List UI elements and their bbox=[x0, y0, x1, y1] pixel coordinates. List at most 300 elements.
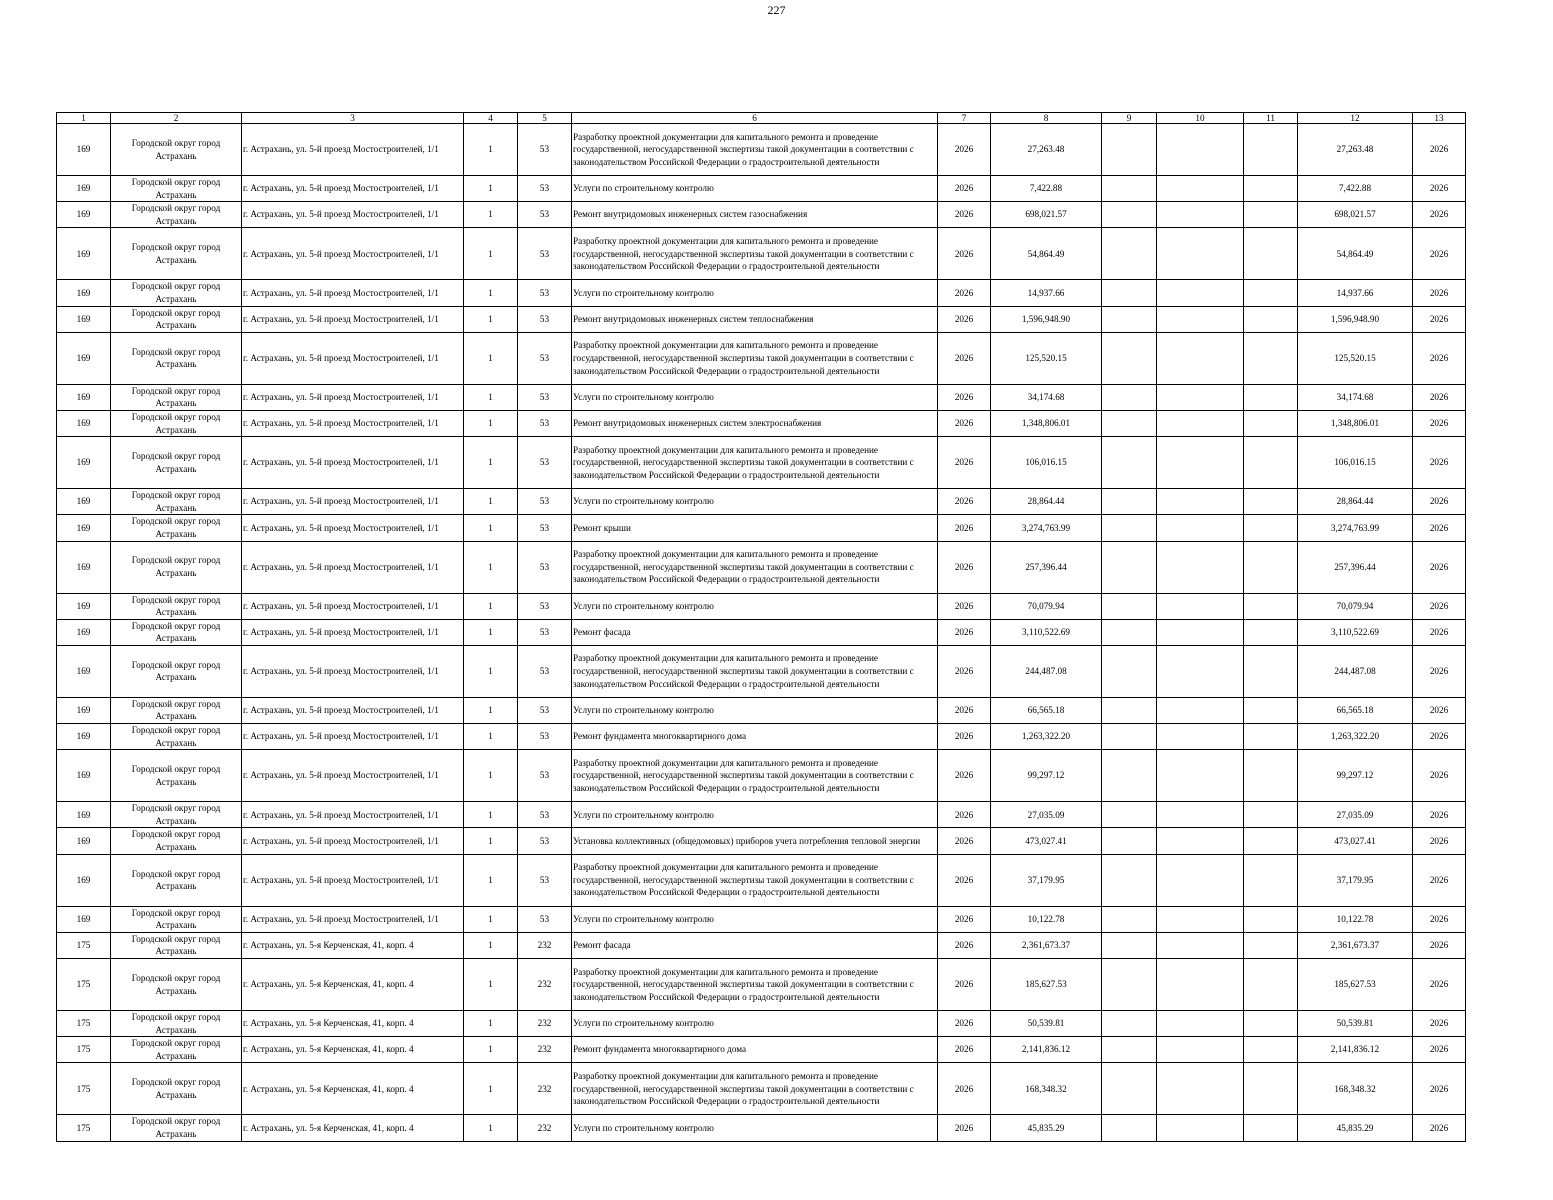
completion-year-cell: 2026 bbox=[1413, 437, 1466, 489]
building-id-cell: 53 bbox=[518, 489, 572, 515]
cost-col-11-cell bbox=[1244, 593, 1298, 619]
address-cell: г. Астрахань, ул. 5-й проезд Мостостроителей, 1/1 bbox=[242, 306, 464, 332]
address-cell: г. Астрахань, ул. 5-й проезд Мостостроителей, 1/1 bbox=[242, 384, 464, 410]
municipality-cell: Городской округ город Астрахань bbox=[111, 541, 242, 593]
entrance-count-cell: 1 bbox=[464, 906, 518, 932]
address-cell: г. Астрахань, ул. 5-й проезд Мостостроителей, 1/1 bbox=[242, 489, 464, 515]
fund-cost-cell: 70,079.94 bbox=[1298, 593, 1413, 619]
total-cost-cell: 54,864.49 bbox=[991, 228, 1102, 280]
entrance-count-cell: 1 bbox=[464, 124, 518, 176]
cost-col-9-cell bbox=[1102, 959, 1157, 1011]
fund-cost-cell: 27,035.09 bbox=[1298, 802, 1413, 828]
cost-col-11-cell bbox=[1244, 489, 1298, 515]
cost-col-9-cell bbox=[1102, 697, 1157, 723]
record-number-cell: 175 bbox=[57, 1011, 111, 1037]
work-type-cell: Разработку проектной документации для капитального ремонта и проведение государственной, негосударственной экспертизы такой документации в соответствии с законодательством Российской Федерации о градостроительной деятельности bbox=[572, 750, 938, 802]
start-year-cell: 2026 bbox=[938, 489, 991, 515]
fund-cost-cell: 1,263,322.20 bbox=[1298, 724, 1413, 750]
completion-year-cell: 2026 bbox=[1413, 593, 1466, 619]
entrance-count-cell: 1 bbox=[464, 828, 518, 854]
cost-col-9-cell bbox=[1102, 1011, 1157, 1037]
building-id-cell: 53 bbox=[518, 854, 572, 906]
municipality-cell: Городской округ город Астрахань bbox=[111, 489, 242, 515]
fund-cost-cell: 45,835.29 bbox=[1298, 1115, 1413, 1141]
record-number-cell: 169 bbox=[57, 332, 111, 384]
cost-col-11-cell bbox=[1244, 802, 1298, 828]
cost-col-10-cell bbox=[1157, 202, 1244, 228]
building-id-cell: 53 bbox=[518, 306, 572, 332]
entrance-count-cell: 1 bbox=[464, 176, 518, 202]
cost-col-10-cell bbox=[1157, 515, 1244, 541]
cost-col-9-cell bbox=[1102, 384, 1157, 410]
cost-col-11-cell bbox=[1244, 724, 1298, 750]
fund-cost-cell: 66,565.18 bbox=[1298, 697, 1413, 723]
work-type-cell: Услуги по строительному контролю bbox=[572, 489, 938, 515]
building-id-cell: 53 bbox=[518, 176, 572, 202]
municipality-cell: Городской округ город Астрахань bbox=[111, 410, 242, 436]
cost-col-9-cell bbox=[1102, 124, 1157, 176]
municipality-cell: Городской округ город Астрахань bbox=[111, 228, 242, 280]
municipality-cell: Городской округ город Астрахань bbox=[111, 593, 242, 619]
municipality-cell: Городской округ город Астрахань bbox=[111, 437, 242, 489]
address-cell: г. Астрахань, ул. 5-й проезд Мостостроителей, 1/1 bbox=[242, 541, 464, 593]
table-row bbox=[57, 202, 1466, 228]
entrance-count-cell: 1 bbox=[464, 228, 518, 280]
record-number-cell: 169 bbox=[57, 280, 111, 306]
address-cell: г. Астрахань, ул. 5-й проезд Мостостроителей, 1/1 bbox=[242, 724, 464, 750]
start-year-cell: 2026 bbox=[938, 724, 991, 750]
cost-col-10-cell bbox=[1157, 645, 1244, 697]
table-row bbox=[57, 854, 1466, 906]
table-row bbox=[57, 384, 1466, 410]
start-year-cell: 2026 bbox=[938, 959, 991, 1011]
table-row bbox=[57, 410, 1466, 436]
start-year-cell: 2026 bbox=[938, 593, 991, 619]
cost-col-10-cell bbox=[1157, 750, 1244, 802]
total-cost-cell: 1,348,806.01 bbox=[991, 410, 1102, 436]
cost-col-11-cell bbox=[1244, 619, 1298, 645]
cost-col-11-cell bbox=[1244, 932, 1298, 958]
total-cost-cell: 2,141,836.12 bbox=[991, 1037, 1102, 1063]
cost-col-11-cell bbox=[1244, 697, 1298, 723]
address-cell: г. Астрахань, ул. 5-я Керченская, 41, корп. 4 bbox=[242, 1011, 464, 1037]
work-type-cell: Ремонт внутридомовых инженерных систем электроснабжения bbox=[572, 410, 938, 436]
table-row bbox=[57, 124, 1466, 176]
total-cost-cell: 37,179.95 bbox=[991, 854, 1102, 906]
fund-cost-cell: 1,348,806.01 bbox=[1298, 410, 1413, 436]
completion-year-cell: 2026 bbox=[1413, 384, 1466, 410]
completion-year-cell: 2026 bbox=[1413, 697, 1466, 723]
record-number-cell: 169 bbox=[57, 124, 111, 176]
completion-year-cell: 2026 bbox=[1413, 854, 1466, 906]
entrance-count-cell: 1 bbox=[464, 932, 518, 958]
work-type-cell: Ремонт внутридомовых инженерных систем газоснабжения bbox=[572, 202, 938, 228]
fund-cost-cell: 34,174.68 bbox=[1298, 384, 1413, 410]
address-cell: г. Астрахань, ул. 5-й проезд Мостостроителей, 1/1 bbox=[242, 410, 464, 436]
fund-cost-cell: 10,122.78 bbox=[1298, 906, 1413, 932]
start-year-cell: 2026 bbox=[938, 932, 991, 958]
fund-cost-cell: 698,021.57 bbox=[1298, 202, 1413, 228]
column-header: 11 bbox=[1244, 113, 1298, 124]
work-type-cell: Разработку проектной документации для капитального ремонта и проведение государственной, негосударственной экспертизы такой документации в соответствии с законодательством Российской Федерации о градостроительной деятельности bbox=[572, 437, 938, 489]
record-number-cell: 175 bbox=[57, 1063, 111, 1115]
column-header: 2 bbox=[111, 113, 242, 124]
capital-repair-table bbox=[56, 112, 1466, 1142]
column-header: 7 bbox=[938, 113, 991, 124]
cost-col-10-cell bbox=[1157, 906, 1244, 932]
cost-col-10-cell bbox=[1157, 854, 1244, 906]
total-cost-cell: 99,297.12 bbox=[991, 750, 1102, 802]
building-id-cell: 53 bbox=[518, 906, 572, 932]
municipality-cell: Городской округ город Астрахань bbox=[111, 1011, 242, 1037]
fund-cost-cell: 14,937.66 bbox=[1298, 280, 1413, 306]
municipality-cell: Городской округ город Астрахань bbox=[111, 384, 242, 410]
table-row bbox=[57, 1037, 1466, 1063]
entrance-count-cell: 1 bbox=[464, 724, 518, 750]
entrance-count-cell: 1 bbox=[464, 619, 518, 645]
building-id-cell: 53 bbox=[518, 384, 572, 410]
total-cost-cell: 34,174.68 bbox=[991, 384, 1102, 410]
completion-year-cell: 2026 bbox=[1413, 124, 1466, 176]
total-cost-cell: 10,122.78 bbox=[991, 906, 1102, 932]
entrance-count-cell: 1 bbox=[464, 854, 518, 906]
cost-col-11-cell bbox=[1244, 1011, 1298, 1037]
municipality-cell: Городской округ город Астрахань bbox=[111, 750, 242, 802]
address-cell: г. Астрахань, ул. 5-я Керченская, 41, корп. 4 bbox=[242, 1115, 464, 1141]
record-number-cell: 169 bbox=[57, 306, 111, 332]
total-cost-cell: 244,487.08 bbox=[991, 645, 1102, 697]
record-number-cell: 169 bbox=[57, 697, 111, 723]
table-row bbox=[57, 828, 1466, 854]
completion-year-cell: 2026 bbox=[1413, 541, 1466, 593]
entrance-count-cell: 1 bbox=[464, 384, 518, 410]
start-year-cell: 2026 bbox=[938, 410, 991, 436]
total-cost-cell: 698,021.57 bbox=[991, 202, 1102, 228]
cost-col-10-cell bbox=[1157, 489, 1244, 515]
total-cost-cell: 257,396.44 bbox=[991, 541, 1102, 593]
address-cell: г. Астрахань, ул. 5-й проезд Мостостроителей, 1/1 bbox=[242, 619, 464, 645]
table-row bbox=[57, 332, 1466, 384]
record-number-cell: 169 bbox=[57, 384, 111, 410]
work-type-cell: Услуги по строительному контролю bbox=[572, 1011, 938, 1037]
cost-col-9-cell bbox=[1102, 750, 1157, 802]
municipality-cell: Городской округ город Астрахань bbox=[111, 202, 242, 228]
address-cell: г. Астрахань, ул. 5-й проезд Мостостроителей, 1/1 bbox=[242, 854, 464, 906]
cost-col-11-cell bbox=[1244, 1115, 1298, 1141]
start-year-cell: 2026 bbox=[938, 750, 991, 802]
cost-col-11-cell bbox=[1244, 280, 1298, 306]
total-cost-cell: 168,348.32 bbox=[991, 1063, 1102, 1115]
cost-col-11-cell bbox=[1244, 410, 1298, 436]
record-number-cell: 169 bbox=[57, 854, 111, 906]
entrance-count-cell: 1 bbox=[464, 489, 518, 515]
record-number-cell: 169 bbox=[57, 410, 111, 436]
table-row bbox=[57, 1011, 1466, 1037]
fund-cost-cell: 3,274,763.99 bbox=[1298, 515, 1413, 541]
total-cost-cell: 66,565.18 bbox=[991, 697, 1102, 723]
record-number-cell: 169 bbox=[57, 750, 111, 802]
work-type-cell: Услуги по строительному контролю bbox=[572, 906, 938, 932]
address-cell: г. Астрахань, ул. 5-й проезд Мостостроителей, 1/1 bbox=[242, 437, 464, 489]
cost-col-10-cell bbox=[1157, 959, 1244, 1011]
table-row bbox=[57, 489, 1466, 515]
fund-cost-cell: 54,864.49 bbox=[1298, 228, 1413, 280]
total-cost-cell: 14,937.66 bbox=[991, 280, 1102, 306]
cost-col-11-cell bbox=[1244, 332, 1298, 384]
building-id-cell: 53 bbox=[518, 645, 572, 697]
municipality-cell: Городской округ город Астрахань bbox=[111, 176, 242, 202]
start-year-cell: 2026 bbox=[938, 437, 991, 489]
cost-col-10-cell bbox=[1157, 697, 1244, 723]
record-number-cell: 169 bbox=[57, 541, 111, 593]
completion-year-cell: 2026 bbox=[1413, 645, 1466, 697]
fund-cost-cell: 168,348.32 bbox=[1298, 1063, 1413, 1115]
column-header: 8 bbox=[991, 113, 1102, 124]
cost-col-10-cell bbox=[1157, 1063, 1244, 1115]
table-row bbox=[57, 750, 1466, 802]
completion-year-cell: 2026 bbox=[1413, 1115, 1466, 1141]
municipality-cell: Городской округ город Астрахань bbox=[111, 1063, 242, 1115]
cost-col-9-cell bbox=[1102, 906, 1157, 932]
column-header: 5 bbox=[518, 113, 572, 124]
completion-year-cell: 2026 bbox=[1413, 828, 1466, 854]
building-id-cell: 53 bbox=[518, 724, 572, 750]
cost-col-10-cell bbox=[1157, 619, 1244, 645]
work-type-cell: Услуги по строительному контролю bbox=[572, 593, 938, 619]
cost-col-10-cell bbox=[1157, 228, 1244, 280]
entrance-count-cell: 1 bbox=[464, 280, 518, 306]
address-cell: г. Астрахань, ул. 5-й проезд Мостостроителей, 1/1 bbox=[242, 228, 464, 280]
cost-col-10-cell bbox=[1157, 176, 1244, 202]
column-header: 9 bbox=[1102, 113, 1157, 124]
address-cell: г. Астрахань, ул. 5-й проезд Мостостроителей, 1/1 bbox=[242, 202, 464, 228]
record-number-cell: 169 bbox=[57, 515, 111, 541]
entrance-count-cell: 1 bbox=[464, 959, 518, 1011]
record-number-cell: 169 bbox=[57, 619, 111, 645]
work-type-cell: Разработку проектной документации для капитального ремонта и проведение государственной, негосударственной экспертизы такой документации в соответствии с законодательством Российской Федерации о градостроительной деятельности bbox=[572, 332, 938, 384]
start-year-cell: 2026 bbox=[938, 332, 991, 384]
work-type-cell: Ремонт фасада bbox=[572, 932, 938, 958]
fund-cost-cell: 28,864.44 bbox=[1298, 489, 1413, 515]
cost-col-10-cell bbox=[1157, 332, 1244, 384]
fund-cost-cell: 99,297.12 bbox=[1298, 750, 1413, 802]
total-cost-cell: 473,027.41 bbox=[991, 828, 1102, 854]
work-type-cell: Ремонт фасада bbox=[572, 619, 938, 645]
table-body bbox=[57, 124, 1466, 1142]
municipality-cell: Городской округ город Астрахань bbox=[111, 697, 242, 723]
table-row bbox=[57, 932, 1466, 958]
completion-year-cell: 2026 bbox=[1413, 306, 1466, 332]
address-cell: г. Астрахань, ул. 5-й проезд Мостостроителей, 1/1 bbox=[242, 332, 464, 384]
table-row bbox=[57, 541, 1466, 593]
building-id-cell: 53 bbox=[518, 515, 572, 541]
cost-col-9-cell bbox=[1102, 176, 1157, 202]
fund-cost-cell: 2,141,836.12 bbox=[1298, 1037, 1413, 1063]
completion-year-cell: 2026 bbox=[1413, 410, 1466, 436]
completion-year-cell: 2026 bbox=[1413, 489, 1466, 515]
cost-col-10-cell bbox=[1157, 1011, 1244, 1037]
cost-col-11-cell bbox=[1244, 750, 1298, 802]
total-cost-cell: 45,835.29 bbox=[991, 1115, 1102, 1141]
cost-col-9-cell bbox=[1102, 932, 1157, 958]
entrance-count-cell: 1 bbox=[464, 1115, 518, 1141]
cost-col-9-cell bbox=[1102, 645, 1157, 697]
cost-col-9-cell bbox=[1102, 306, 1157, 332]
building-id-cell: 53 bbox=[518, 593, 572, 619]
total-cost-cell: 27,035.09 bbox=[991, 802, 1102, 828]
municipality-cell: Городской округ город Астрахань bbox=[111, 619, 242, 645]
start-year-cell: 2026 bbox=[938, 1011, 991, 1037]
table-row bbox=[57, 176, 1466, 202]
cost-col-10-cell bbox=[1157, 724, 1244, 750]
completion-year-cell: 2026 bbox=[1413, 515, 1466, 541]
fund-cost-cell: 257,396.44 bbox=[1298, 541, 1413, 593]
cost-col-11-cell bbox=[1244, 645, 1298, 697]
cost-col-11-cell bbox=[1244, 202, 1298, 228]
record-number-cell: 169 bbox=[57, 906, 111, 932]
work-type-cell: Разработку проектной документации для капитального ремонта и проведение государственной, негосударственной экспертизы такой документации в соответствии с законодательством Российской Федерации о градостроительной деятельности bbox=[572, 124, 938, 176]
table-row bbox=[57, 437, 1466, 489]
entrance-count-cell: 1 bbox=[464, 202, 518, 228]
cost-col-11-cell bbox=[1244, 541, 1298, 593]
table-row bbox=[57, 802, 1466, 828]
column-number-row bbox=[57, 113, 1466, 124]
record-number-cell: 169 bbox=[57, 202, 111, 228]
table-row bbox=[57, 697, 1466, 723]
building-id-cell: 53 bbox=[518, 437, 572, 489]
entrance-count-cell: 1 bbox=[464, 332, 518, 384]
municipality-cell: Городской округ город Астрахань bbox=[111, 306, 242, 332]
start-year-cell: 2026 bbox=[938, 280, 991, 306]
entrance-count-cell: 1 bbox=[464, 802, 518, 828]
completion-year-cell: 2026 bbox=[1413, 619, 1466, 645]
municipality-cell: Городской округ город Астрахань bbox=[111, 332, 242, 384]
record-number-cell: 169 bbox=[57, 802, 111, 828]
address-cell: г. Астрахань, ул. 5-й проезд Мостостроителей, 1/1 bbox=[242, 645, 464, 697]
cost-col-9-cell bbox=[1102, 437, 1157, 489]
building-id-cell: 53 bbox=[518, 202, 572, 228]
municipality-cell: Городской округ город Астрахань bbox=[111, 515, 242, 541]
start-year-cell: 2026 bbox=[938, 828, 991, 854]
address-cell: г. Астрахань, ул. 5-й проезд Мостостроителей, 1/1 bbox=[242, 828, 464, 854]
record-number-cell: 169 bbox=[57, 228, 111, 280]
table-row bbox=[57, 306, 1466, 332]
total-cost-cell: 1,263,322.20 bbox=[991, 724, 1102, 750]
entrance-count-cell: 1 bbox=[464, 306, 518, 332]
work-type-cell: Ремонт крыши bbox=[572, 515, 938, 541]
cost-col-10-cell bbox=[1157, 280, 1244, 306]
completion-year-cell: 2026 bbox=[1413, 932, 1466, 958]
entrance-count-cell: 1 bbox=[464, 541, 518, 593]
municipality-cell: Городской округ город Астрахань bbox=[111, 124, 242, 176]
completion-year-cell: 2026 bbox=[1413, 228, 1466, 280]
record-number-cell: 169 bbox=[57, 176, 111, 202]
total-cost-cell: 3,110,522.69 bbox=[991, 619, 1102, 645]
fund-cost-cell: 50,539.81 bbox=[1298, 1011, 1413, 1037]
start-year-cell: 2026 bbox=[938, 1063, 991, 1115]
completion-year-cell: 2026 bbox=[1413, 280, 1466, 306]
start-year-cell: 2026 bbox=[938, 1115, 991, 1141]
start-year-cell: 2026 bbox=[938, 906, 991, 932]
work-type-cell: Ремонт внутридомовых инженерных систем теплоснабжения bbox=[572, 306, 938, 332]
column-header: 1 bbox=[57, 113, 111, 124]
start-year-cell: 2026 bbox=[938, 802, 991, 828]
start-year-cell: 2026 bbox=[938, 176, 991, 202]
municipality-cell: Городской округ город Астрахань bbox=[111, 802, 242, 828]
entrance-count-cell: 1 bbox=[464, 1037, 518, 1063]
work-type-cell: Услуги по строительному контролю bbox=[572, 384, 938, 410]
start-year-cell: 2026 bbox=[938, 697, 991, 723]
column-header: 6 bbox=[572, 113, 938, 124]
municipality-cell: Городской округ город Астрахань bbox=[111, 854, 242, 906]
entrance-count-cell: 1 bbox=[464, 515, 518, 541]
cost-col-9-cell bbox=[1102, 515, 1157, 541]
start-year-cell: 2026 bbox=[938, 645, 991, 697]
cost-col-10-cell bbox=[1157, 1115, 1244, 1141]
municipality-cell: Городской округ город Астрахань bbox=[111, 828, 242, 854]
building-id-cell: 232 bbox=[518, 959, 572, 1011]
start-year-cell: 2026 bbox=[938, 854, 991, 906]
total-cost-cell: 7,422.88 bbox=[991, 176, 1102, 202]
municipality-cell: Городской округ город Астрахань bbox=[111, 906, 242, 932]
cost-col-9-cell bbox=[1102, 332, 1157, 384]
building-id-cell: 232 bbox=[518, 1011, 572, 1037]
fund-cost-cell: 37,179.95 bbox=[1298, 854, 1413, 906]
page-number: 227 bbox=[767, 3, 786, 17]
cost-col-10-cell bbox=[1157, 306, 1244, 332]
work-type-cell: Ремонт фундамента многоквартирного дома bbox=[572, 724, 938, 750]
cost-col-9-cell bbox=[1102, 1037, 1157, 1063]
cost-col-11-cell bbox=[1244, 437, 1298, 489]
cost-col-9-cell bbox=[1102, 828, 1157, 854]
total-cost-cell: 185,627.53 bbox=[991, 959, 1102, 1011]
total-cost-cell: 28,864.44 bbox=[991, 489, 1102, 515]
building-id-cell: 53 bbox=[518, 124, 572, 176]
record-number-cell: 175 bbox=[57, 959, 111, 1011]
column-header: 3 bbox=[242, 113, 464, 124]
cost-col-9-cell bbox=[1102, 410, 1157, 436]
cost-col-11-cell bbox=[1244, 228, 1298, 280]
cost-col-9-cell bbox=[1102, 619, 1157, 645]
table-row bbox=[57, 906, 1466, 932]
cost-col-11-cell bbox=[1244, 854, 1298, 906]
entrance-count-cell: 1 bbox=[464, 1063, 518, 1115]
total-cost-cell: 2,361,673.37 bbox=[991, 932, 1102, 958]
cost-col-11-cell bbox=[1244, 1063, 1298, 1115]
table-row bbox=[57, 1063, 1466, 1115]
address-cell: г. Астрахань, ул. 5-я Керченская, 41, корп. 4 bbox=[242, 1037, 464, 1063]
completion-year-cell: 2026 bbox=[1413, 802, 1466, 828]
cost-col-9-cell bbox=[1102, 802, 1157, 828]
completion-year-cell: 2026 bbox=[1413, 1011, 1466, 1037]
building-id-cell: 232 bbox=[518, 932, 572, 958]
building-id-cell: 53 bbox=[518, 228, 572, 280]
cost-col-11-cell bbox=[1244, 124, 1298, 176]
entrance-count-cell: 1 bbox=[464, 410, 518, 436]
work-type-cell: Услуги по строительному контролю bbox=[572, 280, 938, 306]
cost-col-9-cell bbox=[1102, 1115, 1157, 1141]
total-cost-cell: 70,079.94 bbox=[991, 593, 1102, 619]
start-year-cell: 2026 bbox=[938, 384, 991, 410]
entrance-count-cell: 1 bbox=[464, 593, 518, 619]
total-cost-cell: 3,274,763.99 bbox=[991, 515, 1102, 541]
fund-cost-cell: 7,422.88 bbox=[1298, 176, 1413, 202]
fund-cost-cell: 27,263.48 bbox=[1298, 124, 1413, 176]
building-id-cell: 232 bbox=[518, 1115, 572, 1141]
completion-year-cell: 2026 bbox=[1413, 724, 1466, 750]
table-row bbox=[57, 619, 1466, 645]
municipality-cell: Городской округ город Астрахань bbox=[111, 280, 242, 306]
